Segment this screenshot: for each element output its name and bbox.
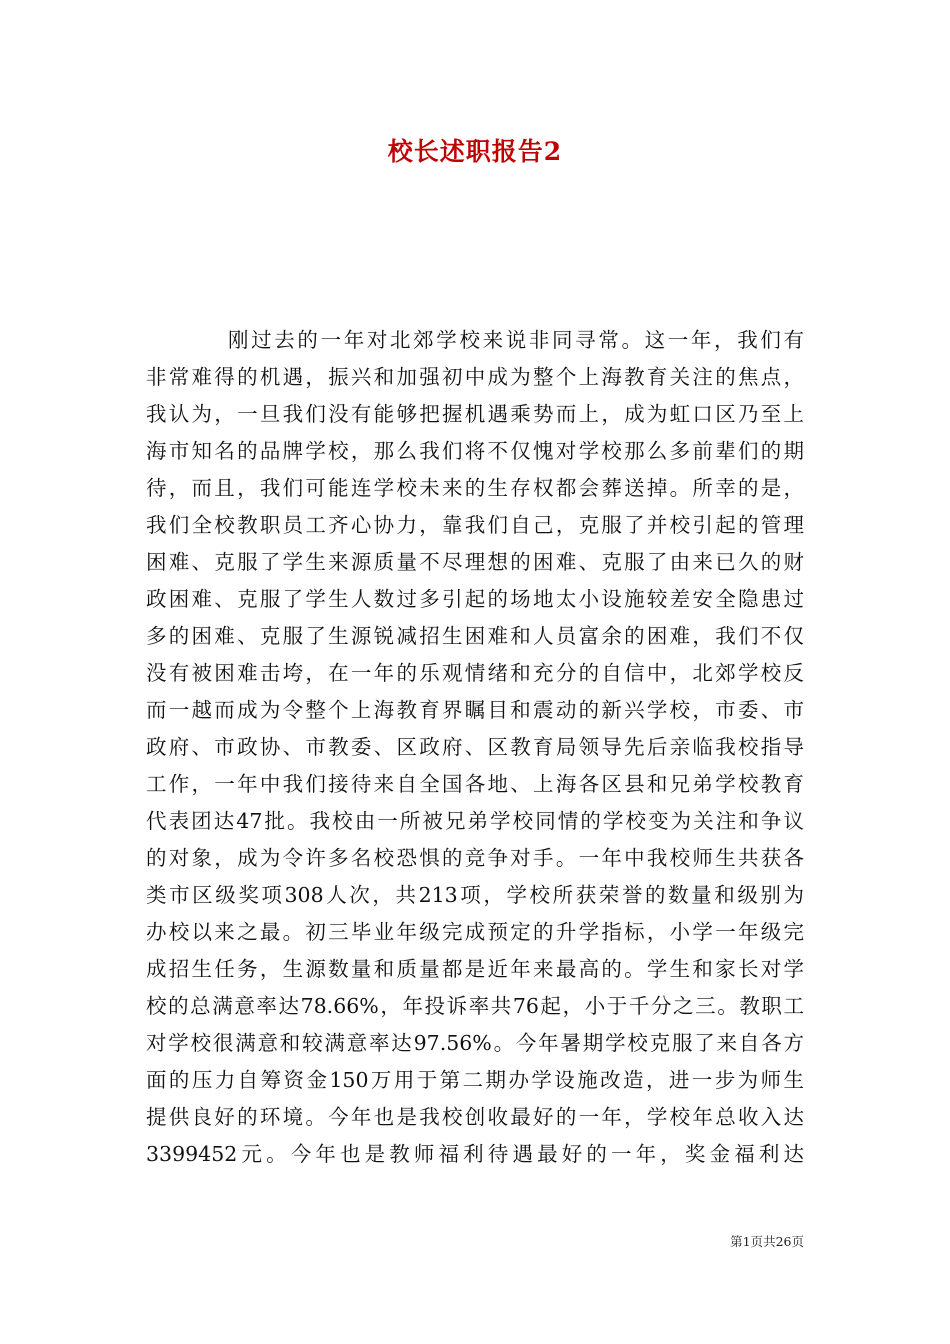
paragraph-line: 提供良好的环境。今年也是我校创收最好的一年，学校年总收入达 — [146, 1105, 804, 1129]
paragraph-line: 而一越而成为令整个上海教育界瞩目和震动的新兴学校，市委、市 — [146, 698, 804, 722]
paragraph-line: 类市区级奖项308人次，共213项，学校所获荣誉的数量和级别为 — [146, 883, 804, 907]
paragraph-line: 的对象，成为令许多名校恐惧的竞争对手。一年中我校师生共获各 — [146, 846, 804, 870]
paragraph-line: 我们全校教职员工齐心协力，靠我们自己，克服了并校引起的管理 — [146, 513, 804, 537]
document-title: 校长述职报告2 — [387, 137, 563, 166]
paragraph-line: 多的困难、克服了生源锐减招生困难和人员富余的困难，我们不仅 — [146, 624, 804, 648]
paragraph-line: 代表团达47批。我校由一所被兄弟学校同情的学校变为关注和争议 — [146, 809, 804, 833]
paragraph-line: 刚过去的一年对北郊学校来说非同寻常。这一年，我们有 — [228, 328, 804, 352]
paragraph-line: 成招生任务，生源数量和质量都是近年来最高的。学生和家长对学 — [146, 957, 804, 981]
paragraph-line: 面的压力自筹资金150万用于第二期办学设施改造，进一步为师生 — [146, 1068, 804, 1092]
paragraph-line: 对学校很满意和较满意率达97.56%。今年暑期学校克服了来自各方 — [146, 1031, 804, 1055]
paragraph-line: 校的总满意率达78.66%，年投诉率共76起，小于千分之三。教职工 — [146, 994, 804, 1018]
paragraph-line: 没有被困难击垮，在一年的乐观情绪和充分的自信中，北郊学校反 — [146, 661, 804, 685]
page-number: 第1页共26页 — [730, 1234, 804, 1249]
body-paragraph — [146, 322, 804, 1173]
paragraph-line: 非常难得的机遇，振兴和加强初中成为整个上海教育关注的焦点， — [146, 365, 804, 389]
paragraph-line: 我认为，一旦我们没有能够把握机遇乘势而上，成为虹口区乃至上 — [146, 402, 804, 426]
paragraph-line: 政困难、克服了学生人数过多引起的场地太小设施较差安全隐患过 — [146, 587, 804, 611]
paragraph-line: 待，而且，我们可能连学校未来的生存权都会葬送掉。所幸的是， — [146, 476, 804, 500]
paragraph-line: 政府、市政协、市教委、区政府、区教育局领导先后亲临我校指导 — [146, 735, 804, 759]
paragraph-line: 工作，一年中我们接待来自全国各地、上海各区县和兄弟学校教育 — [146, 772, 804, 796]
paragraph-line: 海市知名的品牌学校，那么我们将不仅愧对学校那么多前辈们的期 — [146, 439, 804, 463]
paragraph-line: 3399452元。今年也是教师福利待遇最好的一年，奖金福利达 — [146, 1142, 804, 1166]
paragraph-line: 办校以来之最。初三毕业年级完成预定的升学指标，小学一年级完 — [146, 920, 804, 944]
paragraph-line: 困难、克服了学生来源质量不尽理想的困难、克服了由来已久的财 — [146, 550, 804, 574]
